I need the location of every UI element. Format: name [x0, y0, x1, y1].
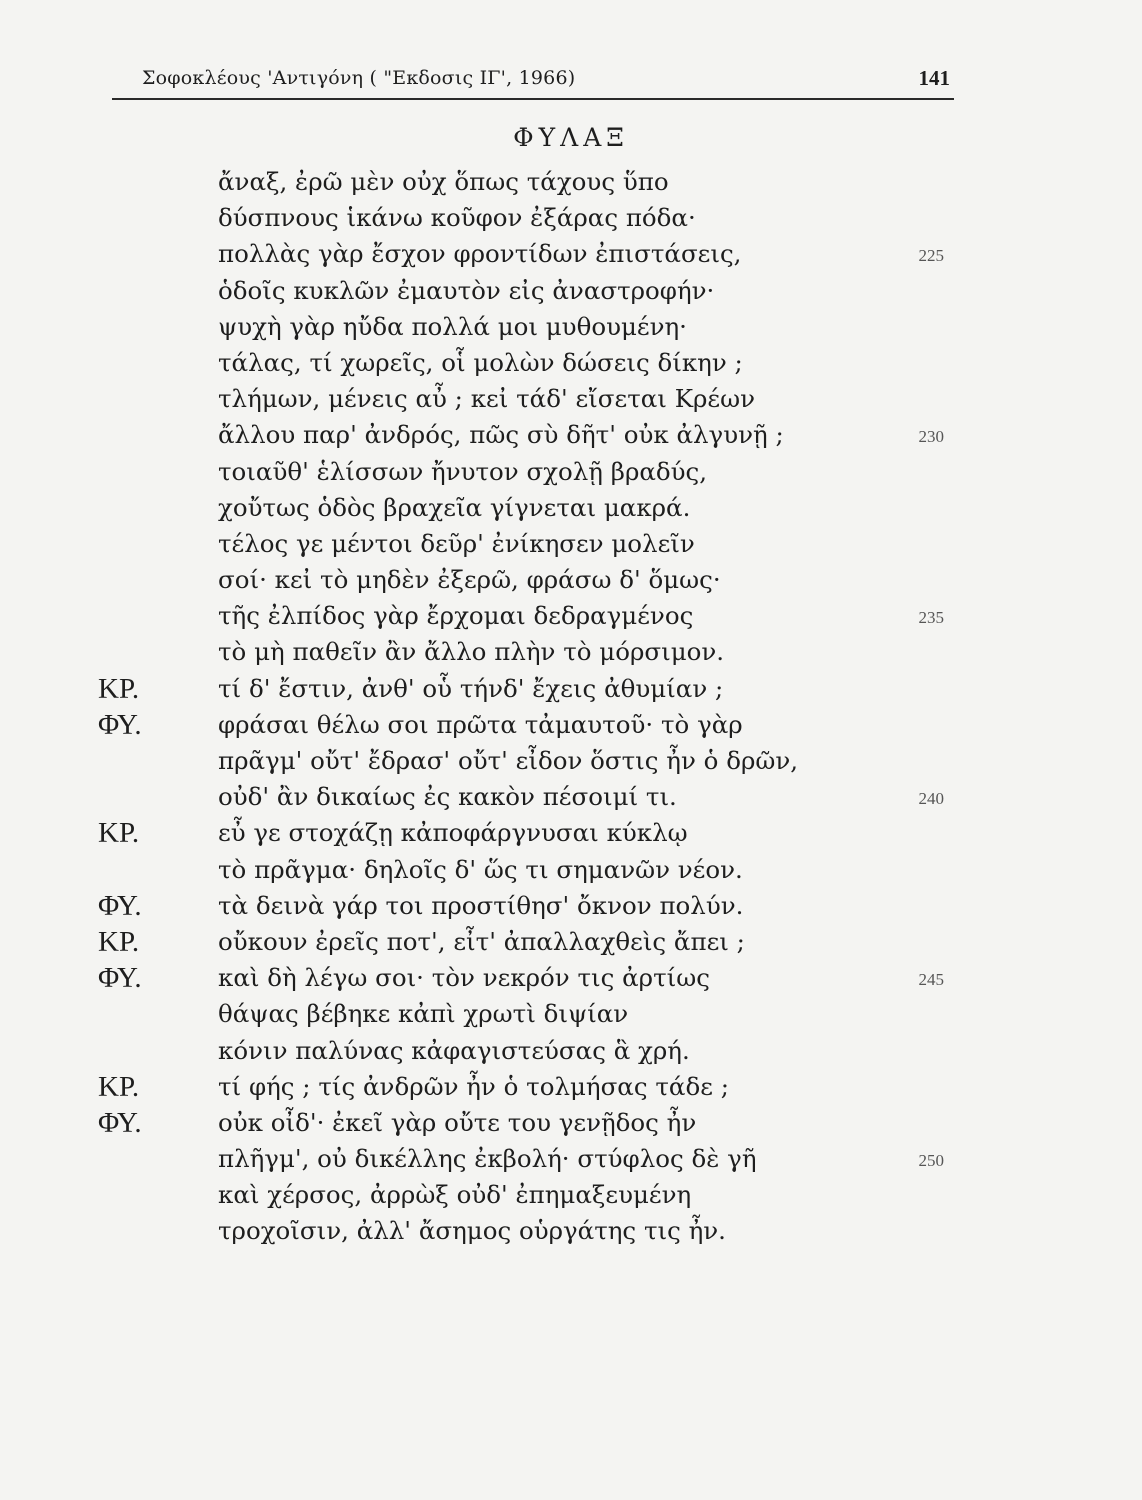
verse-line — [0, 381, 1142, 417]
verse-line — [0, 1141, 1142, 1177]
verse-text: ἄλλου παρ' ἀνδρός, πῶς σὺ δῆτ' οὐκ ἀλγυνῇ ; — [218, 420, 784, 450]
verse-text: φράσαι θέλω σοι πρῶτα τἀμαυτοῦ· τὸ γὰρ — [218, 709, 743, 739]
verse-line — [0, 236, 1142, 272]
verse-text: πρᾶγμ' οὔτ' ἔδρασ' οὔτ' εἶδον ὅστις ἦν ὁ δρῶν, — [218, 746, 799, 775]
speaker-label: ΚΡ. — [98, 1070, 140, 1103]
speaker-label: ΦΥ. — [98, 889, 142, 922]
verse-text: οὐδ' ἂν δικαίως ἐς κακὸν πέσοιμί τι. — [218, 782, 677, 812]
running-header — [142, 60, 950, 96]
speaker-label: ΚΡ. — [98, 672, 140, 705]
verse-line — [0, 1213, 1142, 1249]
speaker-heading: ΦΥΛΑΞ — [513, 123, 629, 152]
verse-line — [0, 671, 1142, 707]
verse-text: τὸ πρᾶγμα· δηλοῖς δ' ὥς τι σημανῶν νέον. — [218, 854, 743, 884]
verse-text: τὸ μὴ παθεῖν ἂν ἄλλο πλὴν τὸ μόρσιμον. — [218, 637, 725, 667]
verse-text: οὔκουν ἐρεῖς ποτ', εἶτ' ἀπαλλαχθεὶς ἄπει ; — [218, 926, 745, 956]
verse-line — [0, 598, 1142, 634]
speaker-label: ΚΡ. — [98, 817, 140, 850]
verse-line — [0, 888, 1142, 924]
header-rule — [112, 98, 954, 100]
speaker-label: ΦΥ. — [98, 962, 142, 995]
verse-line — [0, 200, 1142, 236]
verse-line — [0, 960, 1142, 996]
page-number: 141 — [918, 66, 950, 90]
line-number: 235 — [918, 608, 944, 628]
speaker-label: ΦΥ. — [98, 708, 142, 741]
verse-text: εὖ γε στοχάζῃ κἀποφάργνυσαι κύκλῳ — [218, 818, 688, 848]
verse-line — [0, 815, 1142, 851]
verse-text: δύσπνους ἱκάνω κοῦφον ἐξάρας πόδα· — [218, 203, 696, 233]
verse-text: ὁδοῖς κυκλῶν ἐμαυτὸν εἰς ἀναστροφήν· — [218, 275, 715, 305]
verse-line — [0, 1033, 1142, 1069]
verse-line — [0, 345, 1142, 381]
line-number: 245 — [918, 970, 944, 990]
verse-line — [0, 490, 1142, 526]
verse-text: τάλας, τί χωρεῖς, οἷ μολὼν δώσεις δίκην ; — [218, 347, 743, 377]
verse-text: πολλὰς γὰρ ἔσχον φροντίδων ἐπιστάσεις, — [218, 239, 742, 269]
verse-text: θάψας βέβηκε κἀπὶ χρωτὶ διψίαν — [218, 999, 629, 1029]
verse-line — [0, 417, 1142, 453]
verse-text: σοί· κεἰ τὸ μηδὲν ἐξερῶ, φράσω δ' ὅμως· — [218, 565, 721, 595]
speaker-label: ΦΥ. — [98, 1106, 142, 1139]
verse-text: τὰ δεινὰ γάρ τοι προστίθησ' ὄκνον πολύν. — [218, 890, 744, 920]
verse-line — [0, 562, 1142, 598]
verse-text: ἄναξ, ἐρῶ μὲν οὐχ ὅπως τάχους ὕπο — [218, 167, 669, 196]
verse-line — [0, 454, 1142, 490]
verse-line — [0, 1069, 1142, 1105]
line-number: 230 — [918, 427, 944, 447]
verse-line — [0, 779, 1142, 815]
line-number: 250 — [918, 1151, 944, 1171]
verse-line — [0, 526, 1142, 562]
verse-line — [0, 1105, 1142, 1141]
verse-line — [0, 924, 1142, 960]
verse-line — [0, 996, 1142, 1032]
verse-line — [0, 164, 1142, 200]
verse-text: τί φής ; τίς ἀνδρῶν ἦν ὁ τολμήσας τάδε ; — [218, 1071, 729, 1101]
verse-text: οὐκ οἶδ'· ἐκεῖ γὰρ οὔτε του γενῇδος ἦν — [218, 1107, 697, 1137]
verse-text: χοὔτως ὁδὸς βραχεῖα γίγνεται μακρά. — [218, 492, 691, 522]
verse-line — [0, 634, 1142, 670]
verse-line — [0, 1177, 1142, 1213]
verse-text: τί δ' ἔστιν, ἀνθ' οὗ τήνδ' ἔχεις ἀθυμίαν ; — [218, 673, 724, 703]
verse-text: ψυχὴ γὰρ ηὔδα πολλά μοι μυθουμένη· — [218, 311, 687, 341]
line-number: 240 — [918, 789, 944, 809]
verse-line — [0, 743, 1142, 779]
verse-text: τέλος γε μέντοι δεῦρ' ἐνίκησεν μολεῖν — [218, 528, 695, 558]
verse-block — [0, 164, 1142, 1250]
verse-text: τλήμων, μένεις αὖ ; κεἰ τάδ' εἴσεται Κρέων — [218, 384, 755, 414]
verse-line — [0, 852, 1142, 888]
line-number: 225 — [918, 246, 944, 266]
verse-text: πλῆγμ', οὐ δικέλλης ἐκβολή· στύφλος δὲ γῆ — [218, 1144, 757, 1174]
verse-text: τῆς ἐλπίδος γὰρ ἔρχομαι δεδραγμένος — [218, 601, 694, 631]
verse-line — [0, 707, 1142, 743]
speaker-label: ΚΡ. — [98, 925, 140, 958]
verse-line — [0, 309, 1142, 345]
running-title: Σοφοκλέους 'Αντιγόνη ( "Εκδοσις ΙΓ', 1966) — [142, 67, 576, 89]
verse-line — [0, 273, 1142, 309]
verse-text: κόνιν παλύνας κἀφαγιστεύσας ἃ χρή. — [218, 1035, 690, 1065]
verse-text: τροχοῖσιν, ἀλλ' ἄσημος οὑργάτης τις ἦν. — [218, 1216, 726, 1246]
verse-text: τοιαῦθ' ἑλίσσων ἤνυτον σχολῇ βραδύς, — [218, 456, 708, 486]
verse-text: καὶ χέρσος, ἀρρὼξ οὐδ' ἐπημαξευμένη — [218, 1180, 692, 1210]
verse-text: καὶ δὴ λέγω σοι· τὸν νεκρόν τις ἀρτίως — [218, 963, 710, 993]
